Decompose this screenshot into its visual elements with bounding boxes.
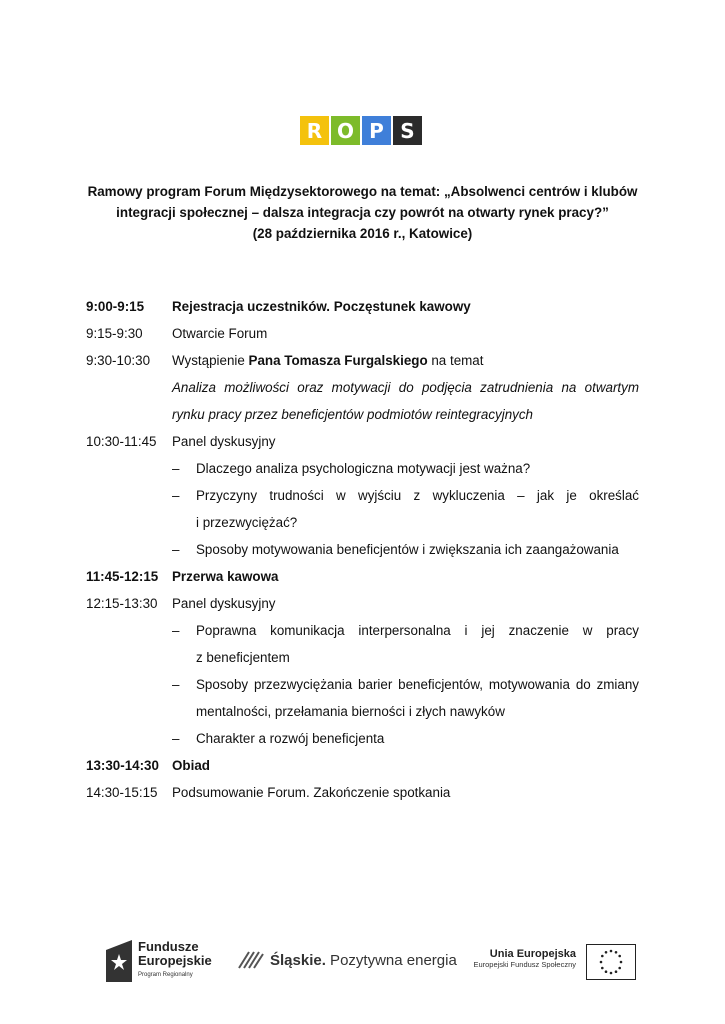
fundusze-europejskie-logo xyxy=(106,940,212,982)
fe-line-1: Fundusze xyxy=(138,939,199,954)
time-slot: 9:00-9:15 xyxy=(86,299,145,314)
ue-line-1: Unia Europejska xyxy=(489,948,576,960)
time-slot: 11:45-12:15 xyxy=(86,569,159,584)
program-row xyxy=(86,431,646,458)
ue-label xyxy=(470,948,576,969)
list-item-continuation xyxy=(86,512,646,539)
rops-logo xyxy=(300,116,422,145)
program-list xyxy=(86,296,646,809)
list-item-text: mentalności, przełamania bierności i złych nawyków xyxy=(196,704,505,719)
time-slot: 10:30-11:45 xyxy=(86,434,157,449)
list-item-text: Sposoby motywowania beneficjentów i zwiększania ich zaangażowania xyxy=(196,542,619,557)
bullet-dash: – xyxy=(172,731,180,746)
fe-line-2: Europejskie xyxy=(138,953,212,968)
list-item-continuation xyxy=(86,647,646,674)
list-item-text: Dlaczego analiza psychologiczna motywacji jest ważna? xyxy=(196,461,531,476)
list-item xyxy=(86,674,646,701)
bullet-dash: – xyxy=(172,677,180,692)
agenda-item: Rejestracja uczestników. Poczęstunek kawowy xyxy=(172,299,471,314)
logo-letter-o: O xyxy=(331,116,360,145)
fe-line-3: Program Regionalny xyxy=(138,972,193,978)
list-item-text: Charakter a rozwój beneficjenta xyxy=(196,731,385,746)
agenda-item: Przerwa kawowa xyxy=(172,569,279,584)
speech-suffix: na temat xyxy=(427,353,484,368)
speech-topic: rynku pracy przez beneficjentów podmiotów reintegracyjnych xyxy=(172,407,533,422)
logo-letter-r: R xyxy=(300,116,329,145)
agenda-item: Obiad xyxy=(172,758,210,773)
list-item-continuation xyxy=(86,701,646,728)
agenda-item: Panel dyskusyjny xyxy=(172,434,276,449)
list-item xyxy=(86,620,646,647)
program-row xyxy=(86,377,646,404)
list-item-text: Poprawna komunikacja interpersonalna i jej znaczenie w pracy xyxy=(196,623,639,638)
logo-letter-p: P xyxy=(362,116,391,145)
list-item xyxy=(86,485,646,512)
slaskie-wave-icon xyxy=(238,950,264,970)
bullet-dash: – xyxy=(172,623,180,638)
program-row xyxy=(86,350,646,377)
footer-logos xyxy=(0,936,725,986)
agenda-item: Panel dyskusyjny xyxy=(172,596,276,611)
speech-topic: Analiza możliwości oraz motywacji do podjęcia zatrudnienia na otwartym xyxy=(172,380,639,395)
slaskie-logo xyxy=(238,950,457,970)
speech-prefix: Wystąpienie xyxy=(172,353,249,368)
agenda-item: Otwarcie Forum xyxy=(172,326,268,341)
program-row xyxy=(86,323,646,350)
title-line-1: Ramowy program Forum Międzysektorowego na temat: „Absolwenci centrów i klubów xyxy=(87,184,638,199)
program-row xyxy=(86,404,646,431)
list-item-text: Sposoby przezwyciężania barier beneficjentów, motywowania do zmiany xyxy=(196,677,639,692)
program-row xyxy=(86,755,646,782)
document-title xyxy=(60,181,665,244)
time-slot: 9:15-9:30 xyxy=(86,326,143,341)
bullet-dash: – xyxy=(172,461,180,476)
list-item-text: z beneficjentem xyxy=(196,650,290,665)
list-item-text: Przyczyny trudności w wyjściu z wykluczenia – jak je określać xyxy=(196,488,639,503)
title-line-2: integracji społecznej – dalsza integracja czy powrót na otwarty rynek pracy?” xyxy=(116,205,609,220)
bullet-dash: – xyxy=(172,542,180,557)
program-row xyxy=(86,593,646,620)
ue-line-2: Europejski Fundusz Społeczny xyxy=(473,960,576,969)
slaskie-tagline: Pozytywna energia xyxy=(325,951,457,969)
program-row xyxy=(86,566,646,593)
logo-letter-s: S xyxy=(393,116,422,145)
list-item-text: i przezwyciężać? xyxy=(196,515,298,530)
eu-flag-icon xyxy=(586,944,636,980)
time-slot: 14:30-15:15 xyxy=(86,785,158,800)
list-item xyxy=(86,539,646,566)
fe-star-icon xyxy=(106,940,132,982)
bullet-dash: – xyxy=(172,488,180,503)
time-slot: 9:30-10:30 xyxy=(86,353,151,368)
program-row xyxy=(86,782,646,809)
time-slot: 13:30-14:30 xyxy=(86,758,159,773)
list-item xyxy=(86,728,646,755)
agenda-item: Podsumowanie Forum. Zakończenie spotkania xyxy=(172,785,451,800)
slaskie-bold: Śląskie. xyxy=(270,951,326,969)
time-slot: 12:15-13:30 xyxy=(86,596,158,611)
agenda-item xyxy=(172,350,639,372)
list-item xyxy=(86,458,646,485)
program-row xyxy=(86,296,646,323)
title-line-3: (28 października 2016 r., Katowice) xyxy=(252,226,473,241)
speaker-name: Pana Tomasza Furgalskiego xyxy=(248,353,428,368)
